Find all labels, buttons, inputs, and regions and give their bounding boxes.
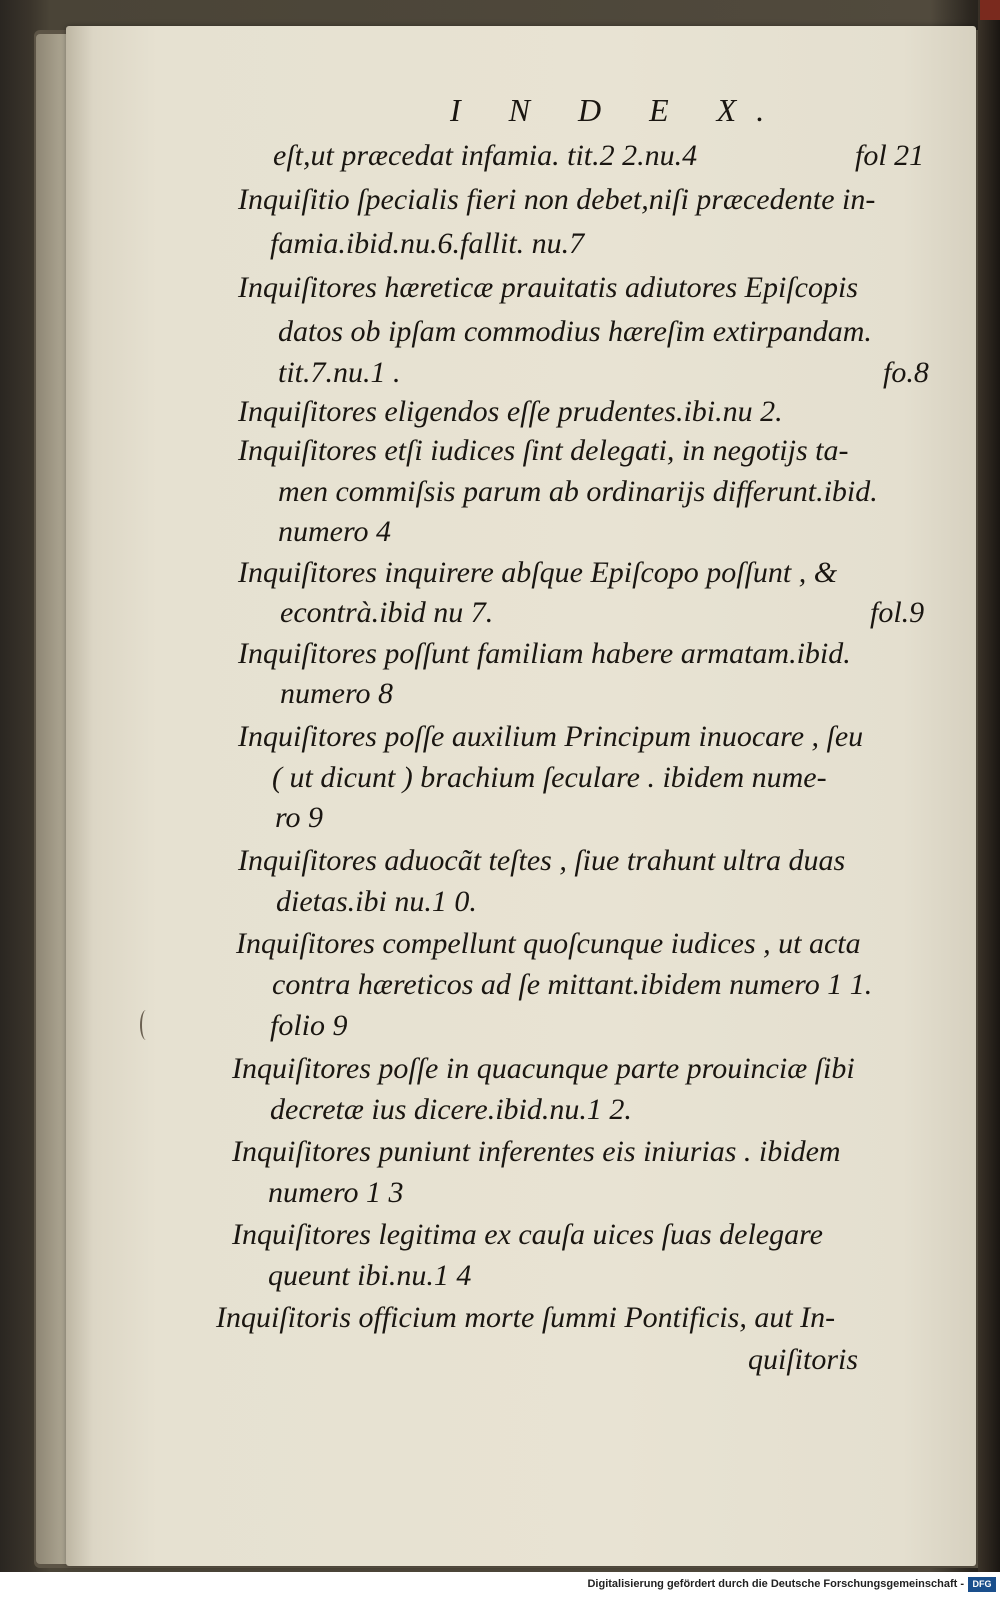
index-entry: Inquiſitores poſſunt familiam habere armatam.ibid. xyxy=(238,637,851,670)
index-entry: eſt,ut præcedat infamia. tit.2 2.nu.4 xyxy=(273,139,698,172)
index-entry: folio 9 xyxy=(270,1009,348,1042)
index-entry: Inquiſitores poſſe in quacunque parte prouinciæ ſibi xyxy=(232,1052,855,1085)
index-entry: Inquiſitores poſſe auxilium Principum inuocare , ſeu xyxy=(238,720,864,753)
index-entry: Inquiſitores eligendos eſſe prudentes.ibi.nu 2. xyxy=(238,395,783,428)
index-entry: Inquiſitores compellunt quoſcunque iudices , ut acta xyxy=(236,927,861,960)
index-entry: econtrà.ibid nu 7. xyxy=(280,596,494,629)
index-entry: datos ob ipſam commodius hæreſim extirpandam. xyxy=(278,315,872,348)
catchword: quiſitoris xyxy=(748,1343,859,1376)
index-entry: Inquiſitores aduocãt teſtes , ſiue trahunt ultra duas xyxy=(238,844,846,877)
folio-reference: fol 21 xyxy=(855,139,925,172)
index-entry: numero 8 xyxy=(280,677,394,710)
page-header: I N D E X. xyxy=(450,92,785,128)
index-entry: Inquiſitoris officium morte ſummi Pontificis, aut In- xyxy=(216,1301,836,1334)
index-entry: numero 4 xyxy=(278,515,392,548)
index-entry: dietas.ibi nu.1 0. xyxy=(276,885,477,918)
index-entry: ro 9 xyxy=(275,801,324,834)
index-entry: numero 1 3 xyxy=(268,1176,404,1209)
folio-reference: fol.9 xyxy=(870,596,925,629)
index-entry: Inquiſitores legitima ex cauſa uices ſuas delegare xyxy=(232,1218,823,1251)
dfg-logo: DFG xyxy=(968,1577,996,1592)
index-entry: famia.ibid.nu.6.fallit. nu.7 xyxy=(270,227,585,260)
index-entry: decretæ ius dicere.ibid.nu.1 2. xyxy=(270,1093,632,1126)
funding-credit: Digitalisierung gefördert durch die Deutsche Forschungsgemeinschaft - xyxy=(587,1578,964,1590)
index-entry: tit.7.nu.1 . xyxy=(278,356,401,389)
index-entry: Inquiſitio ſpecialis fieri non debet,niſi præcedente in- xyxy=(238,183,876,216)
index-entry: Inquiſitores inquirere abſque Epiſcopo poſſunt , & xyxy=(238,556,838,589)
index-entry: men commiſsis parum ab ordinarijs differunt.ibid. xyxy=(278,475,878,508)
index-entry: contra hæreticos ad ſe mittant.ibidem numero 1 1. xyxy=(272,968,873,1001)
index-entry: queunt ibi.nu.1 4 xyxy=(268,1259,472,1292)
index-entry: Inquiſitores puniunt inferentes eis iniurias . ibidem xyxy=(232,1135,841,1168)
index-entry: Inquiſitores hæreticæ prauitatis adiutores Epiſcopis xyxy=(238,271,858,304)
index-entry: Inquiſitores etſi iudices ſint delegati, in negotijs ta- xyxy=(238,434,849,467)
folio-reference: fo.8 xyxy=(883,356,929,389)
index-entry: ( ut dicunt ) brachium ſeculare . ibidem nume- xyxy=(272,761,827,794)
digitization-footer xyxy=(0,1572,1000,1598)
